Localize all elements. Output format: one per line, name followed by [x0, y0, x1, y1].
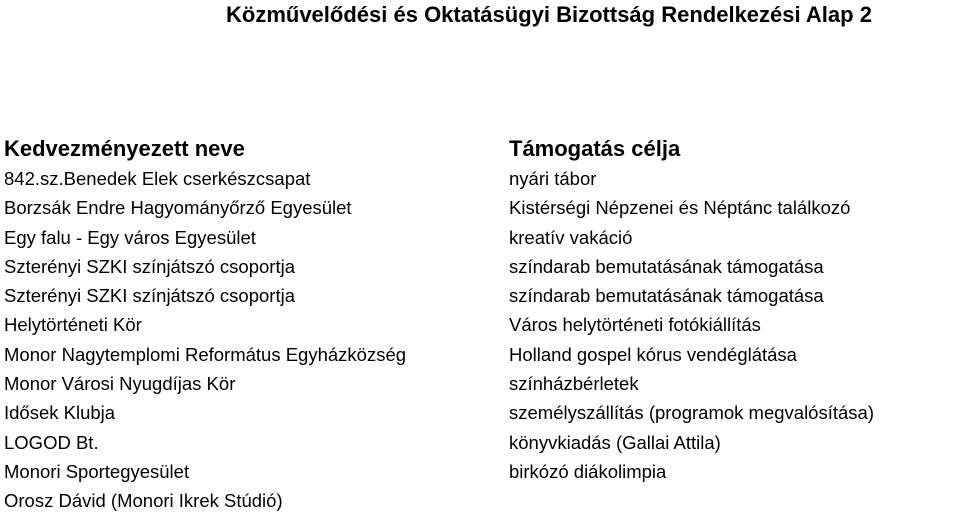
- purpose-cell[interactable]: színházbérletek: [509, 373, 639, 395]
- purpose-cell[interactable]: színdarab bemutatásának támogatása: [509, 255, 824, 277]
- beneficiary-cell[interactable]: Szterényi SZKI színjátszó csoportja: [4, 255, 295, 277]
- purpose-cell[interactable]: színdarab bemutatásának támogatása: [509, 285, 824, 307]
- table-row: [0, 310, 960, 339]
- purpose-cell[interactable]: birkózó diákolimpia: [509, 460, 667, 482]
- beneficiary-cell[interactable]: 842.sz.Benedek Elek cserkészcsapat: [4, 168, 311, 189]
- sheet-title: Közművelődési és Oktatásügyi Bizottság Rendelkezési Alap 2: [226, 2, 872, 27]
- beneficiary-cell[interactable]: Monori Sportegyesület: [4, 460, 190, 482]
- table-row: [0, 223, 960, 252]
- table-row: [0, 486, 960, 515]
- header-beneficiary: Kedvezményezett neve: [4, 136, 245, 161]
- header-purpose: Támogatás célja: [509, 136, 681, 161]
- beneficiary-cell[interactable]: Egy falu - Egy város Egyesület: [4, 226, 256, 248]
- table-row: [0, 457, 960, 486]
- table-body: [0, 164, 960, 516]
- table-row: [0, 398, 960, 427]
- beneficiary-cell[interactable]: Orosz Dávid (Monori Ikrek Stúdió): [4, 490, 283, 512]
- table-row: [0, 428, 960, 457]
- purpose-cell[interactable]: Város helytörténeti fotókiállítás: [509, 314, 761, 336]
- purpose-cell[interactable]: Kistérségi Népzenei és Néptánc találkozó: [509, 197, 851, 219]
- beneficiary-cell[interactable]: Monor Nagytemplomi Református Egyházközség: [4, 343, 407, 365]
- beneficiary-cell[interactable]: Szterényi SZKI színjátszó csoportja: [4, 285, 295, 307]
- beneficiary-cell[interactable]: Monor Városi Nyugdíjas Kör: [4, 373, 236, 395]
- beneficiary-cell[interactable]: Idősek Klubja: [4, 402, 116, 424]
- table-row: [0, 281, 960, 310]
- purpose-cell[interactable]: személyszállítás (programok megvalósítása): [509, 402, 874, 424]
- purpose-cell[interactable]: kreatív vakáció: [509, 226, 633, 248]
- beneficiary-cell[interactable]: LOGOD Bt.: [4, 431, 99, 453]
- table-row: [0, 252, 960, 281]
- table-row: [0, 369, 960, 398]
- table-row: [0, 193, 960, 222]
- table-row: [0, 164, 960, 193]
- beneficiary-cell[interactable]: Helytörténeti Kör: [4, 314, 142, 336]
- purpose-cell[interactable]: nyári tábor: [509, 168, 597, 189]
- table-row: [0, 340, 960, 369]
- beneficiary-cell[interactable]: Borzsák Endre Hagyományőrző Egyesület: [4, 197, 352, 219]
- table-header: [0, 134, 960, 164]
- purpose-cell[interactable]: könyvkiadás (Gallai Attila): [509, 431, 721, 453]
- purpose-cell[interactable]: Holland gospel kórus vendéglátása: [509, 343, 797, 365]
